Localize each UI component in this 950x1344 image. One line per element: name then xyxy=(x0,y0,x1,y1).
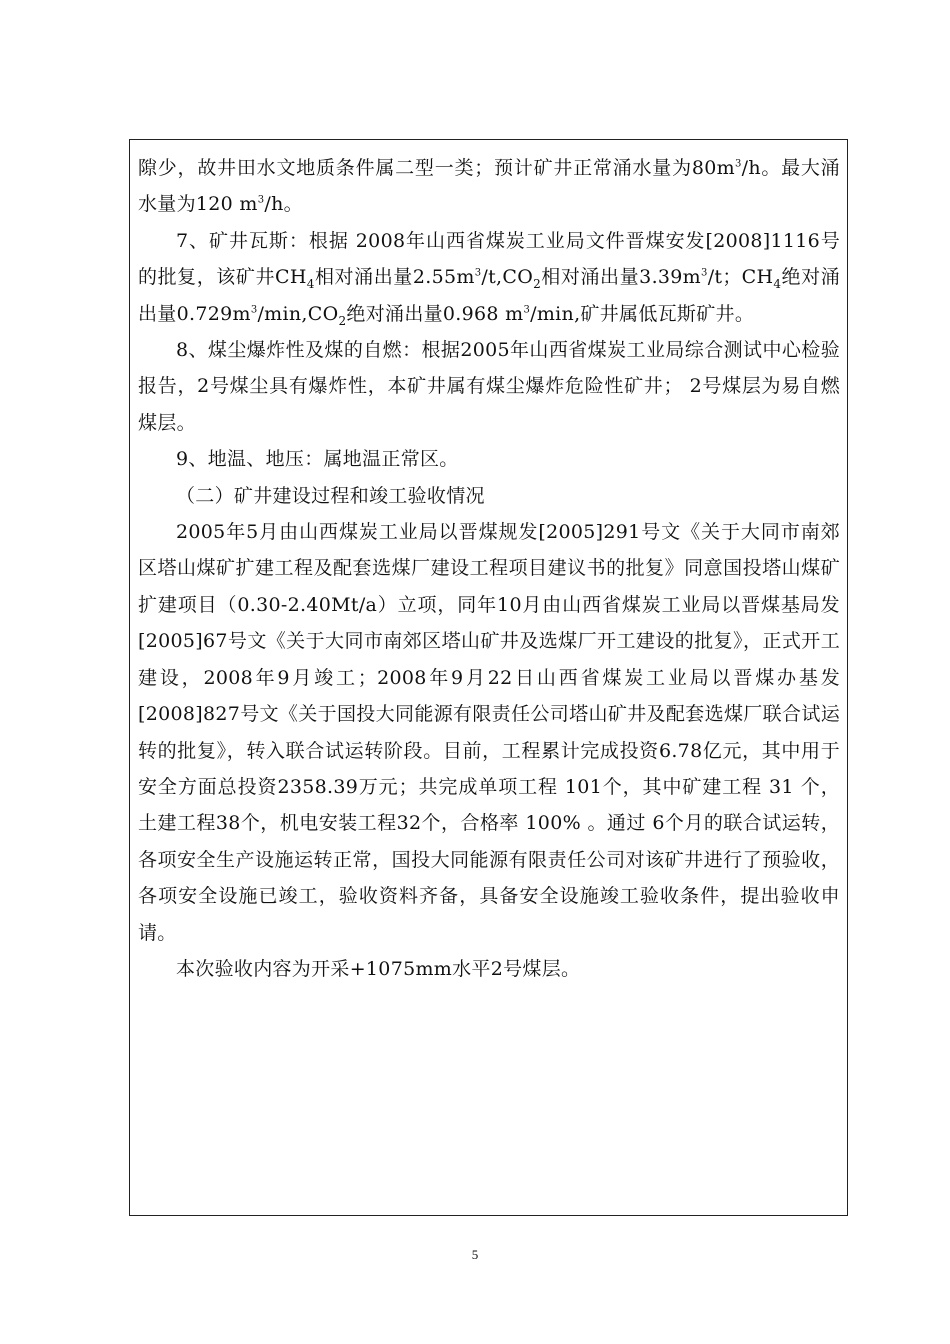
text-run: 本次验收内容为开采+1075mm水平2号煤层。 xyxy=(176,957,581,980)
text-run: /t；CH xyxy=(707,266,774,289)
text-run: /t,CO xyxy=(481,266,534,289)
text-run: 相对涌出量3.39m xyxy=(541,266,702,289)
paragraph-hydrology xyxy=(138,150,840,223)
subscript: 2 xyxy=(338,313,347,328)
subscript: 2 xyxy=(533,277,542,292)
paragraph-acceptance-scope xyxy=(138,951,840,987)
page-number: 5 xyxy=(471,1247,479,1262)
text-run: /min,矿井属低瓦斯矿井。 xyxy=(530,302,755,325)
text-run: 绝对涌出量0.968 m xyxy=(346,302,524,325)
paragraph-geotemperature xyxy=(138,441,840,477)
text-run: 7、矿井瓦斯：根据 2008年山西省煤炭工业局文件晋煤安发[2008]1116号的批复，该矿井CH xyxy=(138,229,840,289)
text-run: （二）矿井建设过程和竣工验收情况 xyxy=(176,484,485,507)
superscript: 3 xyxy=(523,304,531,316)
subscript: 4 xyxy=(306,277,315,292)
subscript: 4 xyxy=(773,277,782,292)
text-run: /min,CO xyxy=(257,302,339,325)
text-run: /h。 xyxy=(264,193,303,216)
text-run: 2005年5月由山西煤炭工业局以晋煤规发[2005]291号文《关于大同市南郊区塔山煤矿扩建工程及配套选煤厂建设工程项目建议书的批复》同意国投塔山煤矿扩建项目（0.30-2.40Mt/a）立项，同年10月由山西省煤炭工业局以晋煤基局发[2005]67号文《关于大同市南郊区塔山矿井及选煤厂开工建设的批复》，正式开工建设，2008年9月竣工；2008年9月22日山西省煤炭工业局以晋煤办基发[2008]827号文《关于国投大同能源有限责任公司塔山矿井及配套选煤厂联合试运转的批复》，转入联合试运转阶段。目前，工程累计完成投资6.78亿元，其中用于安全方面总投资2358.39万元；共完成单项工程 101个，其中矿建工程 31 个，土建工程38个，机电安装工程32个，合格率 100% 。通过 6个月的联合试运转，各项安全生产设施运转正常，国投大同能源有限责任公司对该矿井进行了预验收，各项安全设施已竣工，验收资料齐备，具备安全设施竣工验收条件，提出验收申请。 xyxy=(138,521,840,944)
paragraph-gas xyxy=(138,223,840,332)
superscript: 3 xyxy=(734,158,742,170)
text-run: 9、地温、地压：属地温正常区。 xyxy=(176,448,459,471)
document-body xyxy=(138,150,840,987)
superscript: 3 xyxy=(474,267,482,279)
text-run: /h。最大涌水量为120 m xyxy=(138,157,840,216)
text-run: 相对涌出量2.55m xyxy=(314,266,475,289)
text-run: 绝对涌出量0.729m xyxy=(138,266,841,325)
paragraph-construction-history xyxy=(138,514,840,951)
text-run: 隙少，故井田水文地质条件属二型一类；预计矿井正常涌水量为80m xyxy=(138,157,735,179)
superscript: 3 xyxy=(257,195,265,207)
superscript: 3 xyxy=(250,304,258,316)
section-heading-construction xyxy=(138,478,840,514)
superscript: 3 xyxy=(701,267,708,279)
paragraph-coal-dust xyxy=(138,332,840,441)
text-run: 8、煤尘爆炸性及煤的自燃：根据2005年山西省煤炭工业局综合测试中心检验报告，2号煤尘具有爆炸性，本矿井属有煤尘爆炸危险性矿井； 2号煤层为易自燃煤层。 xyxy=(138,339,840,434)
